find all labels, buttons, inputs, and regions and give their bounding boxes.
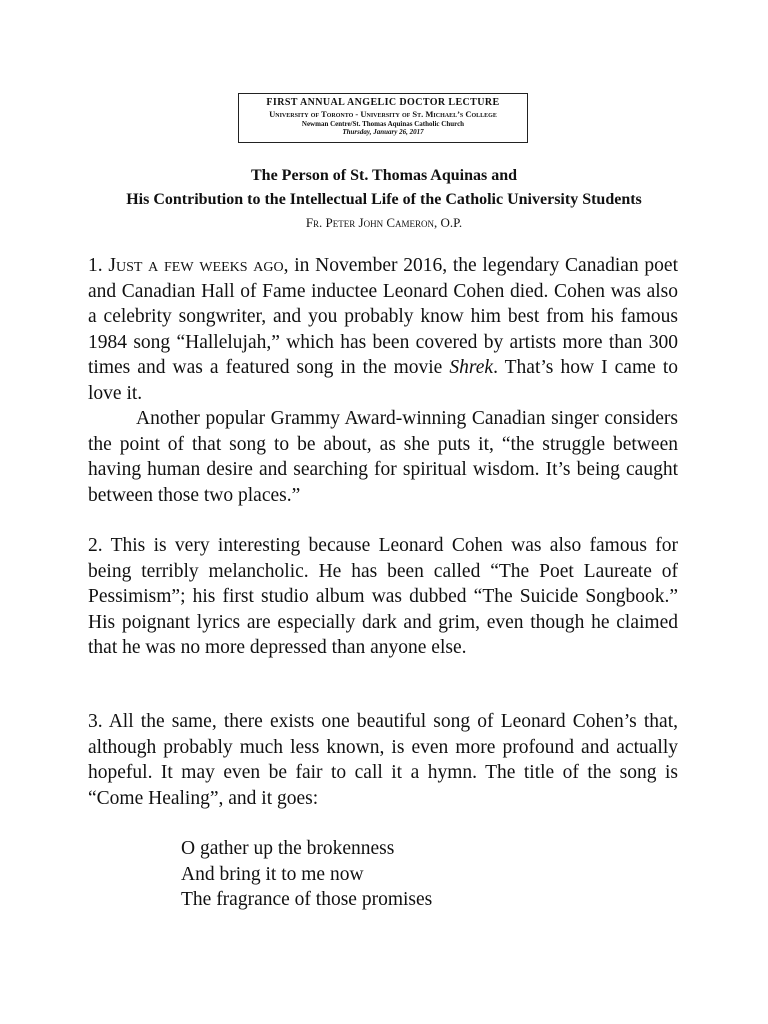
lecture-header-box	[238, 93, 528, 143]
document-title-block	[60, 164, 708, 232]
paragraph-1-body: in November 2016, the legendary Canadian poet and Canadian Hall of Fame inductee Leonard Cohen died. Cohen was also a celebrity songwriter, and you probably know him best from his famous 1984 song “Hallelujah,” which has been covered by artists more than 300 times and was a featured song in the movie	[88, 255, 678, 378]
author-name: Fr. Peter John Cameron, O.P.	[305, 215, 463, 230]
lecture-series-title: FIRST ANNUAL ANGELIC DOCTOR LECTURE	[266, 97, 500, 108]
paragraph-1-text	[88, 253, 678, 406]
song-verse	[181, 836, 432, 913]
venue: Newman Centre/St. Thomas Aquinas Catholic Church	[301, 120, 465, 128]
document-title-line-1: The Person of St. Thomas Aquinas and	[251, 167, 517, 184]
verse-line: And bring it to me now	[181, 863, 364, 885]
document-title-line-2: His Contribution to the Intellectual Life of the Catholic University Students	[126, 191, 642, 208]
paragraph-1b: Another popular Grammy Award-winning Canadian singer considers the point of that song to be about, as she puts it, “the struggle between having human desire and searching for spiritual wisdom. It’s being caught between those two places.”	[88, 408, 678, 506]
paragraph-3: 3. All the same, there exists one beautiful song of Leonard Cohen’s that, although probably much less known, is even more profound and actually hopeful. It may even be fair to call it a hymn. The title of the song is “Come Healing”, and it goes:	[88, 711, 678, 809]
lecture-date: Thursday, January 26, 2017	[342, 128, 424, 136]
university-names: University of Toronto - University of St. Michael’s College	[269, 109, 497, 119]
paragraph-1-end: . That’s how I came to love it.	[88, 357, 679, 404]
paragraph-2: 2. This is very interesting because Leonard Cohen was also famous for being terribly melancholic. He has been called “The Poet Laureate of Pessimism”; his first studio album was dubbed “The Suicide Songbook.” His poignant lyrics are especially dark and grim, even though he claimed that he was no more depressed than anyone else.	[88, 535, 678, 658]
paragraph-1	[88, 253, 678, 508]
paragraph-1-lead: 1. Just a few weeks ago,	[88, 255, 289, 276]
verse-line: O gather up the brokenness	[181, 838, 395, 859]
verse-line: The fragrance of those promises	[181, 889, 433, 910]
movie-title: Shrek	[449, 357, 494, 378]
